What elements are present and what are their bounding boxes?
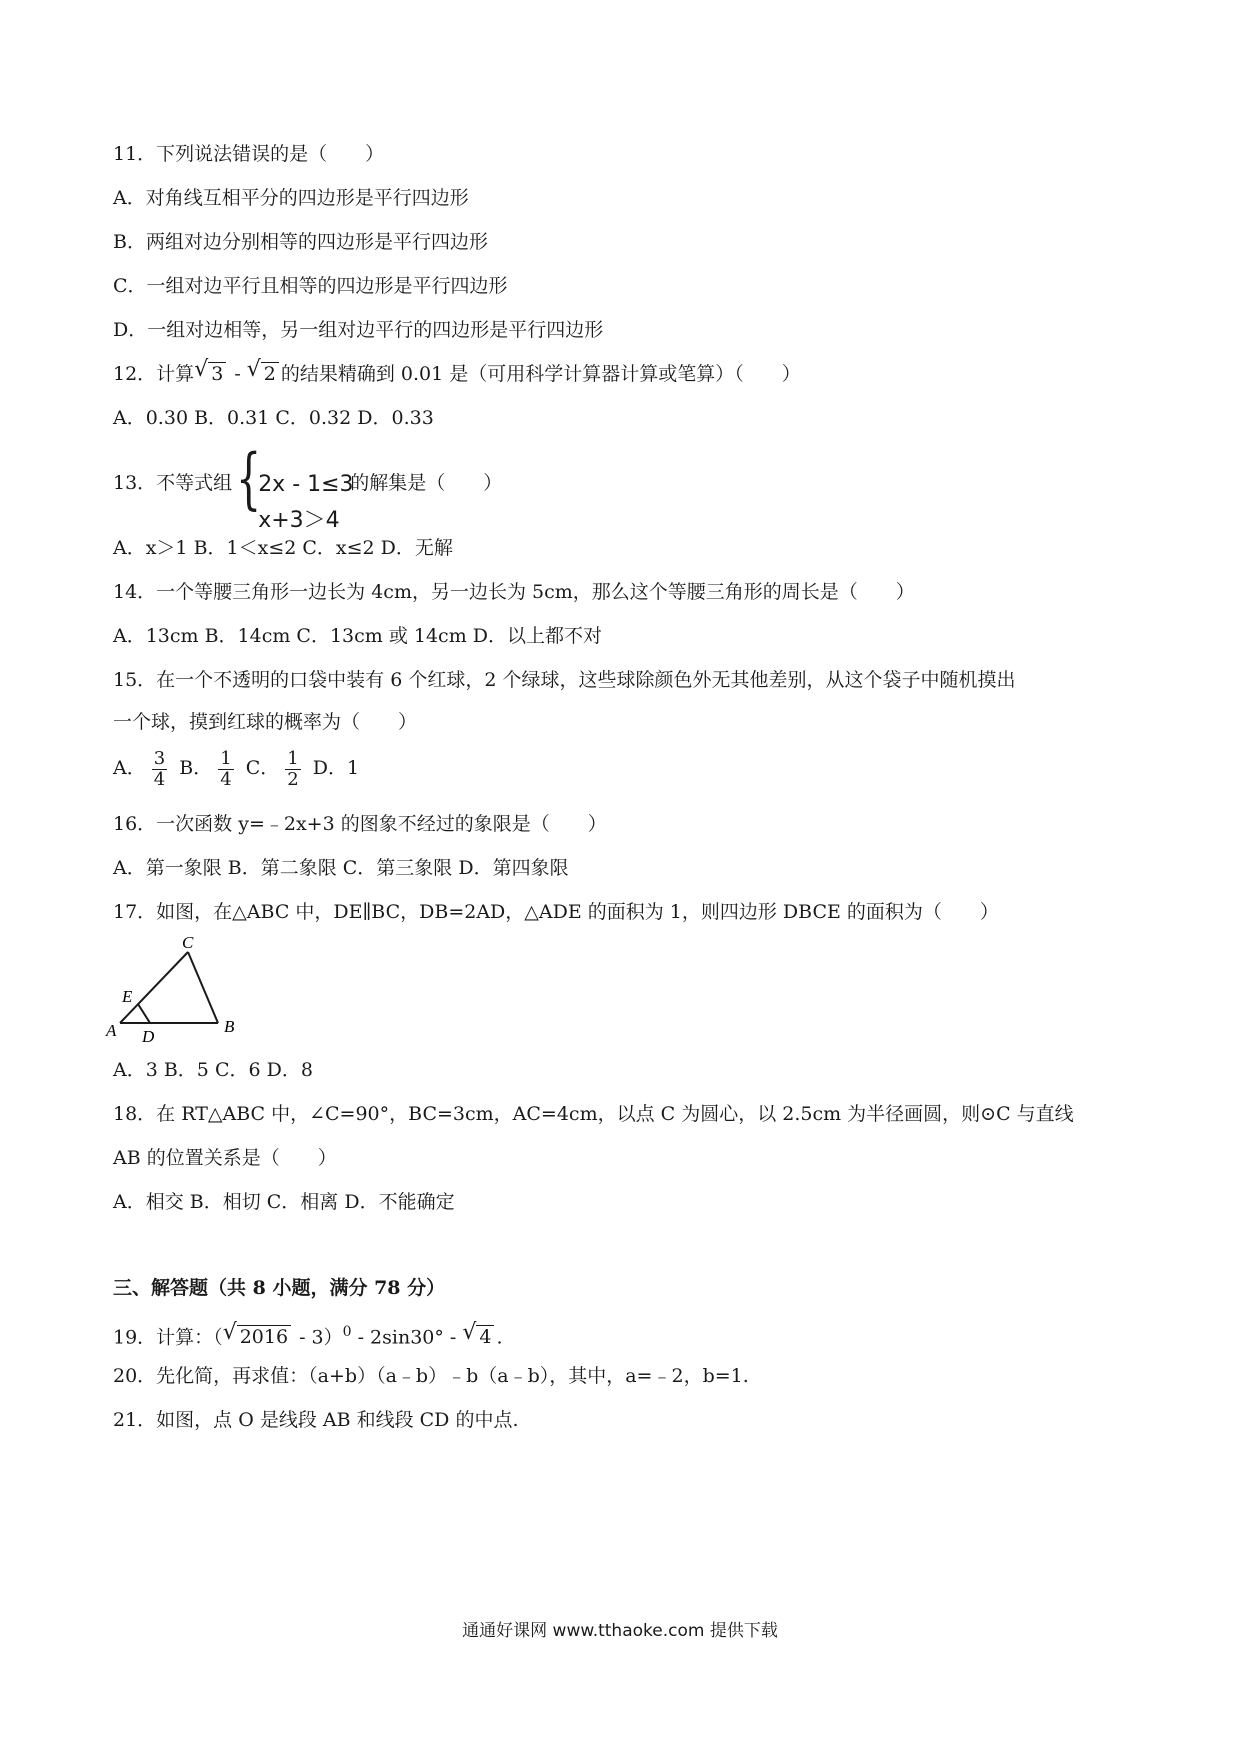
q12-prefix: 12．计算	[113, 363, 195, 385]
q19-radicand-1: 2016	[237, 1325, 291, 1348]
sqrt-symbol: √ 2	[247, 362, 279, 386]
numerator: 1	[287, 747, 299, 769]
q19-end: .	[496, 1326, 503, 1349]
label-d: D	[142, 1027, 155, 1046]
q16-options: A．第一象限 B．第二象限 C．第三象限 D．第四象限	[113, 857, 569, 879]
q12-stem	[113, 357, 801, 386]
q12-radicand-1: 3	[208, 362, 226, 385]
label-a: A	[106, 1021, 117, 1040]
q15-stem-line-2: 一个球，摸到红球的概率为（ ）	[113, 711, 418, 733]
q13-suffix: 的解集是（ ）	[350, 472, 503, 494]
q18-stem-line-2: AB 的位置关系是（ ）	[113, 1147, 337, 1169]
q11-option-d: D．一组对边相等，另一组对边平行的四边形是平行四边形	[113, 319, 604, 341]
q13-inequality-2: x+3＞4	[258, 508, 340, 533]
q15-option-c-label: C．	[245, 757, 280, 779]
q13-options: A．x＞1 B．1＜x≤2 C．x≤2 D．无解	[113, 537, 453, 559]
sqrt-symbol: √ 3	[194, 362, 226, 386]
q13-prefix: 13．不等式组	[113, 472, 233, 494]
numerator: 1	[220, 747, 232, 769]
q15-stem-line-1: 15．在一个不透明的口袋中装有 6 个红球，2 个绿球，这些球除颜色外无其他差别，从这个袋子中随机摸出	[113, 669, 1016, 691]
q15-fraction-a	[152, 749, 167, 790]
q11-stem: 11．下列说法错误的是（ ）	[113, 143, 385, 165]
q16-stem: 16．一次函数 y=﹣2x+3 的图象不经过的象限是（ ）	[113, 813, 607, 835]
q19-radicand-2: 4	[476, 1325, 494, 1348]
sqrt-symbol: √ 2016	[223, 1325, 291, 1349]
q15-fraction-b	[218, 749, 233, 790]
q19-prefix: 19．计算：（	[113, 1326, 223, 1349]
q17-stem: 17．如图，在△ABC 中，DE∥BC，DB=2AD，△ADE 的面积为 1，则四边形 DBCE 的面积为（ ）	[113, 901, 999, 923]
q18-options: A．相交 B．相切 C．相离 D．不能确定	[113, 1191, 455, 1213]
q15-option-a-label: A．	[113, 757, 146, 779]
q21-stem: 21．如图，点 O 是线段 AB 和线段 CD 的中点.	[113, 1409, 519, 1431]
segment-bc	[188, 952, 218, 1023]
q17-options: A．3 B．5 C．6 D．8	[113, 1059, 313, 1081]
q12-radicand-2: 2	[261, 362, 279, 385]
label-b: B	[224, 1017, 235, 1036]
denominator: 4	[220, 768, 232, 790]
q15-option-b-label: B．	[179, 757, 213, 779]
q19-mid: - 3）	[293, 1326, 343, 1349]
q19-stem	[113, 1320, 503, 1349]
q12-minus: -	[228, 363, 247, 385]
q19-exponent: 0	[342, 1324, 352, 1340]
q18-stem-line-1: 18．在 RT△ABC 中，∠C=90°，BC=3cm，AC=4cm，以点 C 为圆心，以 2.5cm 为半径画圆，则⊙C 与直线	[113, 1103, 1074, 1125]
section-heading: 三、解答题（共 8 小题，满分 78 分）	[113, 1277, 446, 1299]
numerator: 3	[153, 747, 166, 769]
q15-options	[113, 744, 359, 792]
q20-stem: 20．先化简，再求值：（a+b）（a﹣b）﹣b（a﹣b），其中，a=﹣2，b=1.	[113, 1365, 749, 1387]
denominator: 4	[153, 768, 166, 790]
sqrt-symbol: √ 4	[462, 1325, 494, 1349]
q13-inequality-1: 2x - 1≤3	[258, 472, 354, 497]
q12-suffix: 的结果精确到 0.01 是（可用科学计算器计算或笔算）（ ）	[280, 363, 801, 385]
q14-options: A．13cm B．14cm C．13cm 或 14cm D．以上都不对	[113, 625, 602, 647]
q14-stem: 14．一个等腰三角形一边长为 4cm，另一边长为 5cm，那么这个等腰三角形的周长是（ ）	[113, 581, 915, 603]
inequality-system	[236, 440, 354, 533]
q11-option-a: A．对角线互相平分的四边形是平行四边形	[113, 187, 469, 209]
q12-options: A．0.30 B．0.31 C．0.32 D．0.33	[113, 407, 434, 429]
q15-option-d: D．1	[312, 757, 360, 779]
label-c: C	[182, 933, 194, 952]
q19-mid2: - 2sin30° -	[351, 1326, 463, 1349]
q11-option-c: C．一组对边平行且相等的四边形是平行四边形	[113, 275, 508, 297]
brace-icon: {	[236, 440, 262, 517]
q13-stem	[113, 440, 503, 533]
denominator: 2	[287, 768, 299, 790]
triangle-figure	[108, 934, 268, 1044]
page-footer: 通通好课网 www.tthaoke.com 提供下载	[462, 1621, 778, 1641]
q11-option-b: B．两组对边分别相等的四边形是平行四边形	[113, 231, 488, 253]
segment-de	[138, 1004, 150, 1023]
label-e: E	[122, 987, 133, 1006]
q15-fraction-c	[285, 749, 300, 790]
